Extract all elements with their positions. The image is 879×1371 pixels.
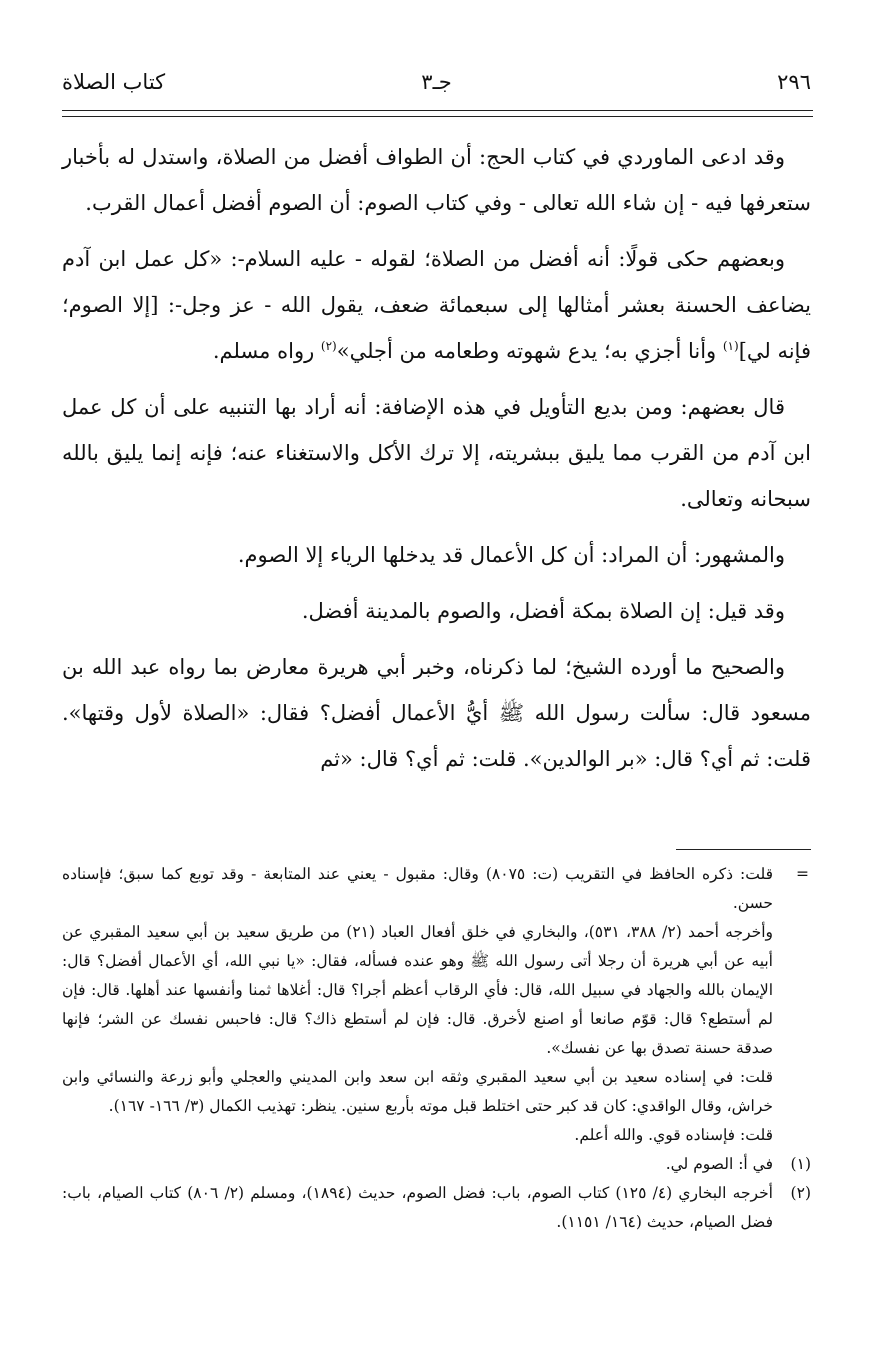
footnote-1-text: في أ: الصوم لي. bbox=[665, 1155, 773, 1173]
paragraph-2-part-c: رواه مسلم. bbox=[212, 339, 321, 363]
paragraph-5: وقد قيل: إن الصلاة بمكة أفضل، والصوم بالمدينة أفضل. bbox=[301, 599, 785, 623]
header-rule-top bbox=[62, 110, 813, 111]
page-number: ٢٩٦ bbox=[777, 70, 811, 94]
footnote-continuation-line-4: قلت: فإسناده قوي. والله أعلم. bbox=[574, 1126, 773, 1144]
footnote-1-number: (١) bbox=[790, 1155, 811, 1173]
footnote-2 bbox=[62, 1179, 811, 1237]
volume-label: جـ٣ bbox=[421, 70, 452, 94]
main-text bbox=[62, 134, 811, 792]
footnote-continuation-line-2: وأخرجه أحمد (٢/ ٣٨٨، ٥٣١)، والبخاري في خلق أفعال العباد (٢١) من طريق سعيد بن أبي سعيد المقبري عن أبيه عن أبي هريرة أن رجلا أتى رسول الله ﷺ وهو عنده فسأله، فقال: «يا نبي الله، أي الأعمال أفضل؟ قال: الإيمان بالله والجهاد في سبيل الله، قال: فأي الرقاب أعظم أجرا؟ قال: أغلاها ثمنا وأنفسها عند أهلها. قال: فإن لم أستطع؟ قال: قوّم صانعا أو اصنع لأخرق. قال: فإن لم أستطع ذاك؟ قال: فاحبس نفسك عن الشر؛ فإنها صدقة حسنة تصدق بها عن نفسك». bbox=[62, 923, 774, 1057]
paragraph-4: والمشهور: أن المراد: أن كل الأعمال قد يدخلها الرياء إلا الصوم. bbox=[237, 543, 785, 567]
paragraph-2-part-b: وأنا أجزي به؛ يدع شهوته وطعامه من أجلي» bbox=[336, 339, 723, 363]
footnote-ref-2[interactable]: (٢) bbox=[320, 339, 337, 353]
paragraph-1: وقد ادعى الماوردي في كتاب الحج: أن الطواف أفضل من الصلاة، واستدل له بأخبار ستعرفها فيه - إن شاء الله تعالى - وفي كتاب الصوم: أن الصوم أفضل أعمال القرب. bbox=[62, 145, 811, 215]
footnote-ref-1[interactable]: (١) bbox=[722, 339, 739, 353]
footnote-continuation bbox=[62, 860, 811, 1150]
continuation-mark: = bbox=[796, 865, 809, 883]
paragraph-2 bbox=[62, 236, 811, 374]
footnote-separator bbox=[676, 849, 811, 850]
paragraph-3: قال بعضهم: ومن بديع التأويل في هذه الإضافة: أنه أراد بها التنبيه على أن كل عمل ابن آدم من القرب مما يليق ببشريته، إلا ترك الأكل والاستغناء عنه؛ فإنه إنما يليق بالله سبحانه وتعالى. bbox=[62, 395, 811, 511]
book-title: كتاب الصلاة bbox=[62, 70, 166, 94]
header-rule-bottom bbox=[62, 116, 813, 117]
footnotes bbox=[62, 860, 811, 1237]
paragraph-6: والصحيح ما أورده الشيخ؛ لما ذكرناه، وخبر أبي هريرة معارض بما رواه عبد الله بن مسعود قال: سألت رسول الله ﷺ أيُّ الأعمال أفضل؟ فقال: «الصلاة لأول وقتها». قلت: ثم أي؟ قال: «بر الوالدين». قلت: ثم أي؟ قال: «ثم bbox=[62, 655, 811, 771]
footnote-continuation-line-3: قلت: في إسناده سعيد بن أبي سعيد المقبري وثقه ابن سعد وابن المديني والعجلي وأبو زرعة والنسائي وابن خراش، وقال الواقدي: كان قد كبر حتى اختلط قبل موته بأربع سنين. ينظر: تهذيب الكمال (٣/ ١٦٦- ١٦٧). bbox=[62, 1068, 773, 1115]
footnote-1 bbox=[62, 1150, 811, 1179]
page-header bbox=[62, 70, 811, 106]
footnote-2-text: أخرجه البخاري (٤/ ١٢٥) كتاب الصوم، باب: فضل الصوم، حديث (١٨٩٤)، ومسلم (٢/ ٨٠٦) كتاب الصيام، باب: فضل الصيام، حديث (١٦٤/ ١١٥١). bbox=[62, 1184, 773, 1231]
footnote-2-number: (٢) bbox=[790, 1184, 811, 1202]
paragraph-2-part-a: وبعضهم حكى قولًا: أنه أفضل من الصلاة؛ لقوله - عليه السلام-: «كل عمل ابن آدم يضاعف الحسنة بعشر أمثالها إلى سبعمائة ضعف، يقول الله - عز وجل-: [إلا الصوم؛ فإنه لي] bbox=[62, 247, 811, 363]
footnote-continuation-line-1: قلت: ذكره الحافظ في التقريب (ت: ٨٠٧٥) وقال: مقبول - يعني عند المتابعة - وقد توبع كما سبق؛ فإسناده حسن. bbox=[62, 865, 773, 912]
